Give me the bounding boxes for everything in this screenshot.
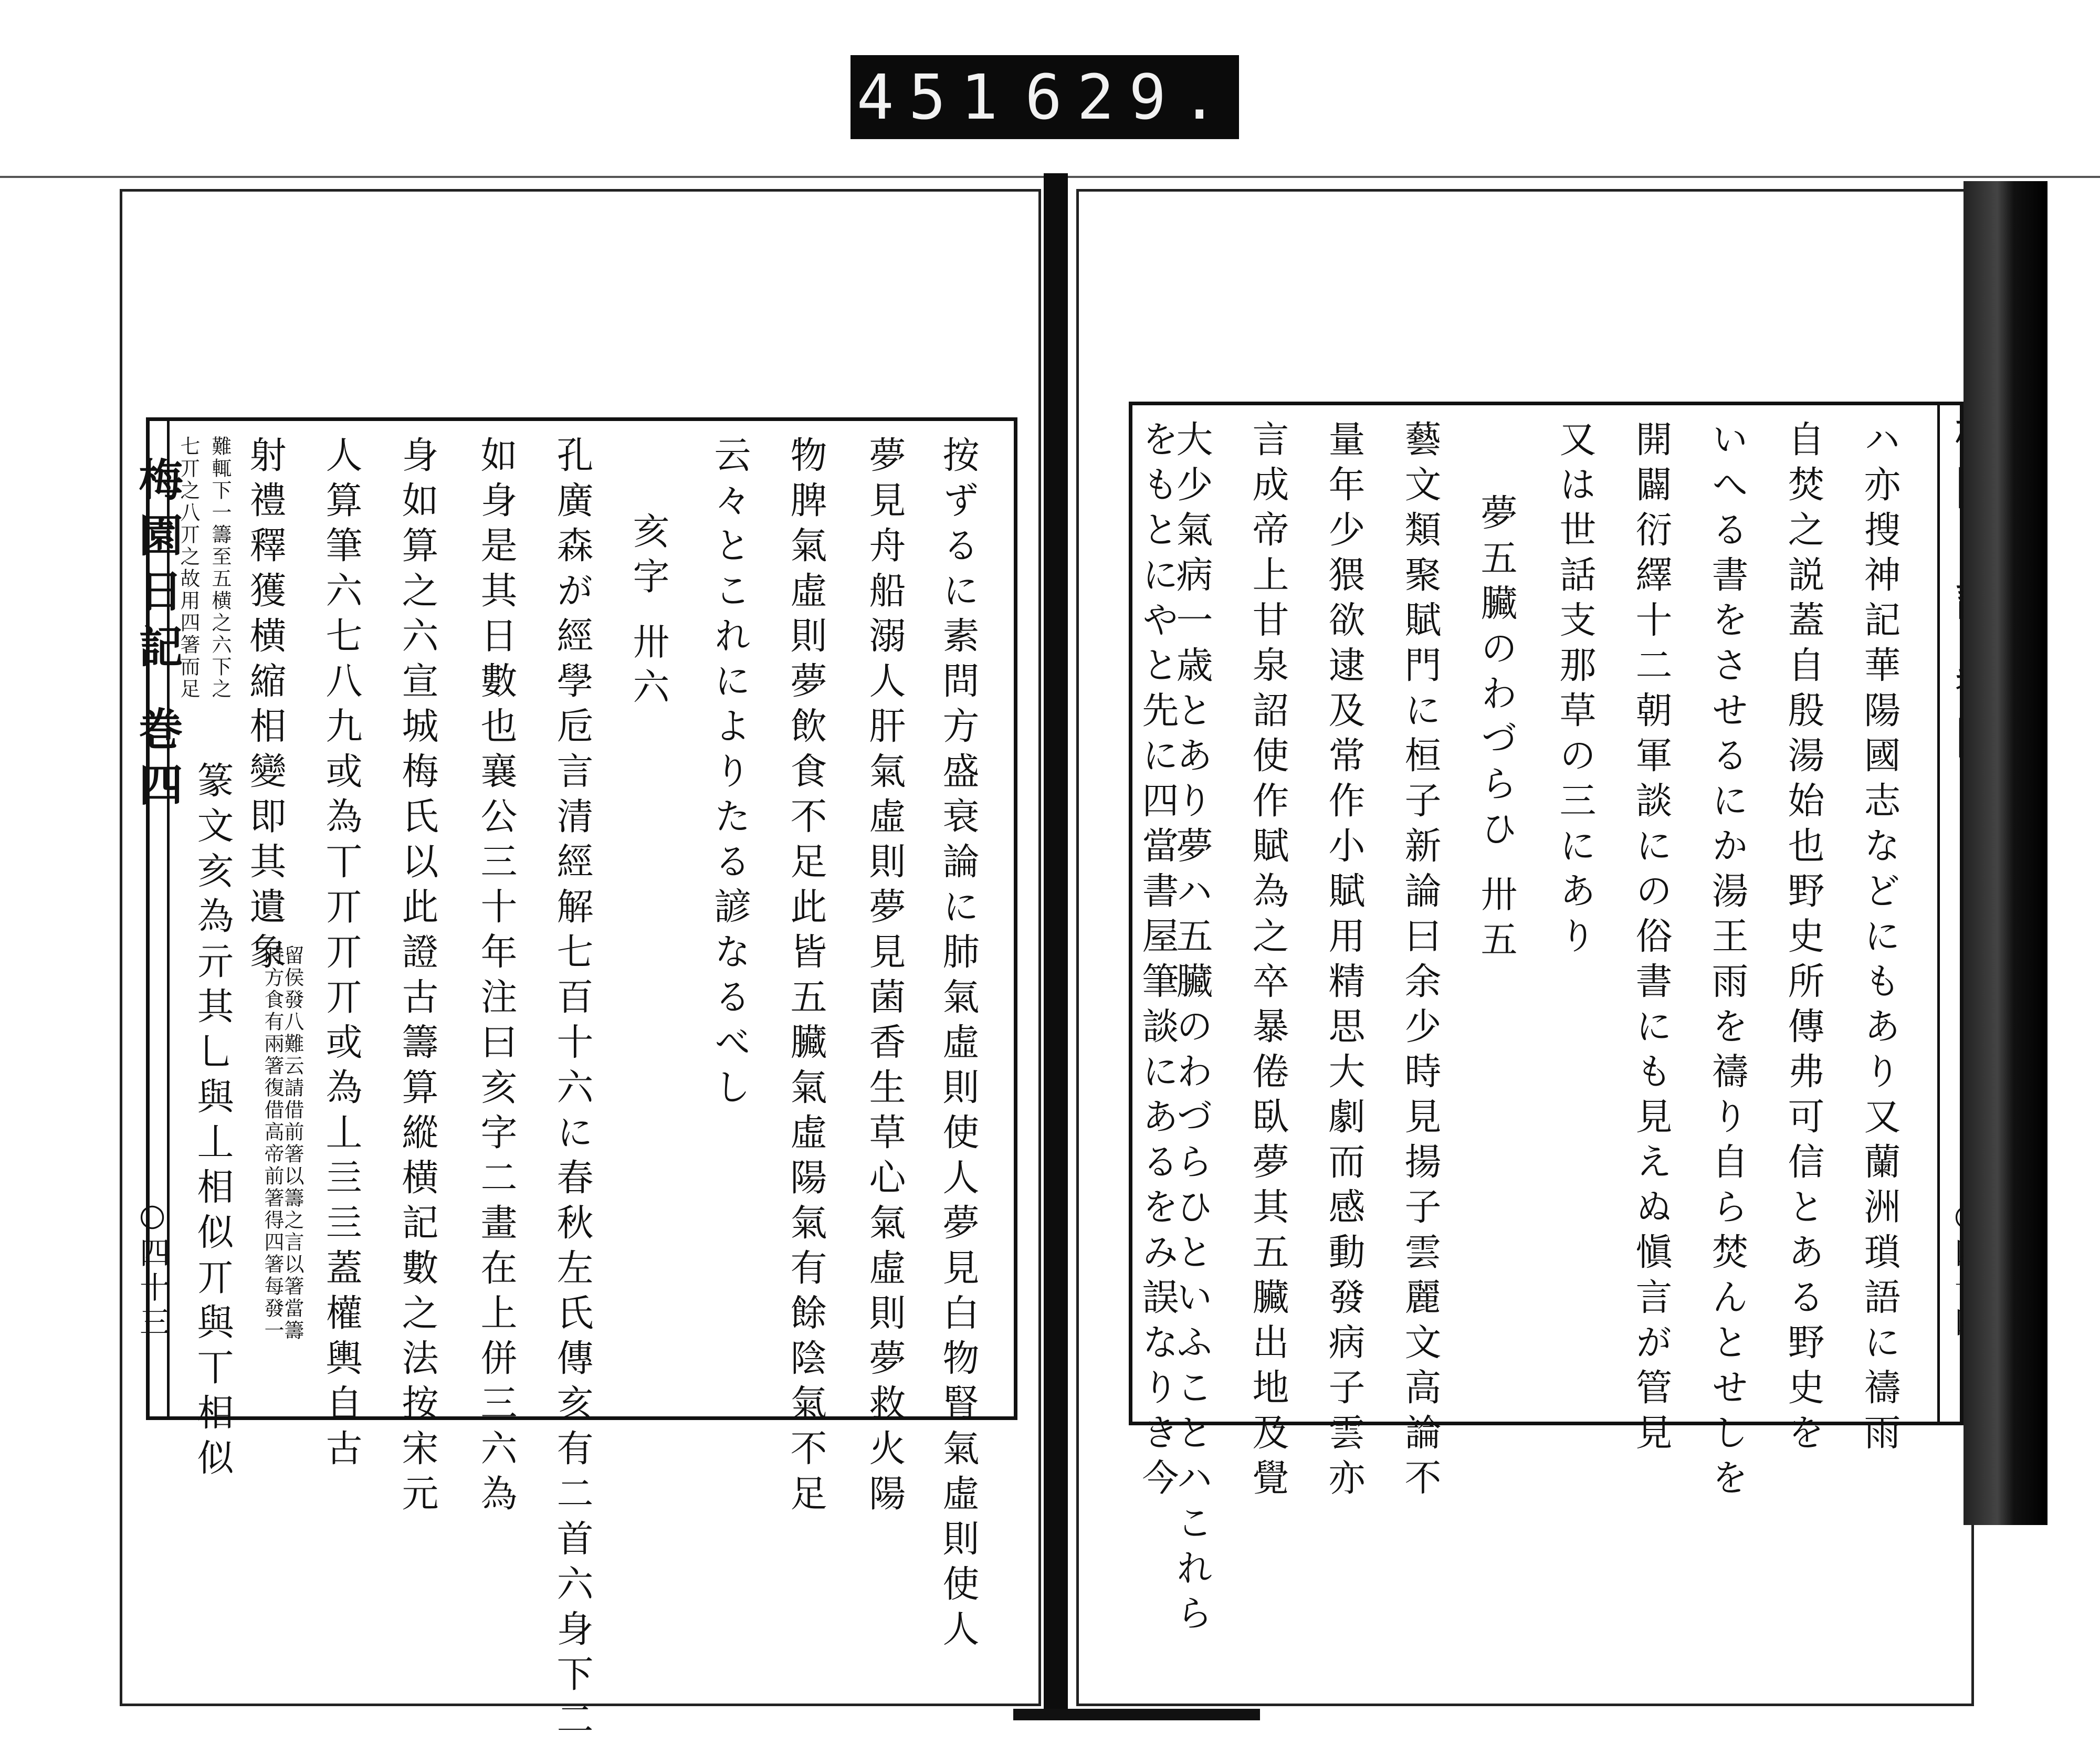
- left-col-9: 人算筆六七八九或為丅丌丌丌或為丄亖亖蓋權輿自古: [320, 436, 363, 1474]
- right-col-6: 夢五臟のわづらひ 卅五: [1475, 493, 1518, 965]
- catalogue-number-right: 629.: [1025, 61, 1233, 133]
- right-col-5: 又は世話支那草の三にあり: [1553, 420, 1597, 962]
- right-col-3: いへる書をさせるにか湯王雨を禱り自ら焚んとせしを: [1706, 420, 1749, 1504]
- left-note-2: 時方食有兩箸復借高帝前箸得四箸每發一: [261, 945, 284, 1342]
- book-fore-edge: [1964, 181, 2048, 1525]
- catalogue-number-left: 451: [856, 61, 1013, 133]
- book-gutter-binding: [1044, 173, 1068, 1711]
- left-note-3: 難輒下一籌至五横之六下之: [208, 436, 232, 700]
- left-col-11: 篆文亥為亓其乚與丄相似丌與丅相似: [191, 761, 234, 1484]
- right-col-8: 量年少猥欲逮及常作小賦用精思大劇而感動發病子雲亦: [1322, 420, 1366, 1504]
- left-col-5: 亥字 卅六: [627, 512, 670, 713]
- right-col-10: 大少氣病一歳とあり夢ハ五臟のわづらひといふことハこれら: [1170, 420, 1213, 1639]
- left-col-4: 云々とこれによりたる諺なるべし: [708, 436, 751, 1113]
- book-gutter-base: [1013, 1709, 1260, 1720]
- left-col-1: 按ずるに素問方盛衰論に肺氣虛則使人夢見白物腎氣虛則使人: [937, 436, 980, 1655]
- right-col-1: ハ亦搜神記華陽國志などにもあり又蘭洲瑣語に禱雨: [1858, 420, 1901, 1458]
- left-col-6: 孔廣森が經學卮言清經解七百十六に春秋左氏傳亥有二首六身下二: [551, 436, 594, 1745]
- right-col-11: をもとにやと先に四當書屋筆談にあるをみ誤なりき今: [1136, 420, 1179, 1504]
- left-col-7: 如身是其日數也襄公三十年注曰亥字二畫在上併三六為: [475, 436, 518, 1519]
- left-col-10: 射禮釋獲横縮相變即其遺象: [244, 436, 287, 977]
- right-col-2: 自焚之説蓋自殷湯始也野史所傳弗可信とある野史を: [1782, 420, 1825, 1458]
- left-col-3: 物脾氣虛則夢飲食不足此皆五臟氣虛陽氣有餘陰氣不足: [784, 436, 827, 1519]
- right-margin-divider: [1937, 402, 1940, 1425]
- right-col-9: 言成帝上甘泉詔使作賦為之卒暴倦臥夢其五臟出地及覺: [1246, 420, 1289, 1504]
- left-margin-title: 梅園日記 巻四: [132, 457, 184, 818]
- left-note-1: 留侯發八難云請借前箸以籌之言以箸當籌: [281, 945, 304, 1342]
- right-col-7: 藝文類聚賦門に桓子新論曰余少時見揚子雲麗文高論不: [1399, 420, 1442, 1504]
- right-col-4: 開闢衍繹十二朝軍談にの俗書にも見えぬ愼言が管見: [1630, 420, 1673, 1458]
- left-col-8: 身如算之六宣城梅氏以此證古籌算縱横記數之法按宋元: [396, 436, 439, 1519]
- left-folio: ○四十三: [134, 1197, 170, 1341]
- left-note-4: 七丌之八丌之故用四箸而足: [177, 436, 200, 700]
- left-col-2: 夢見舟船溺人肝氣虛則夢見菌香生草心氣虛則夢救火陽: [863, 436, 906, 1519]
- catalogue-number-plate: [850, 55, 1239, 139]
